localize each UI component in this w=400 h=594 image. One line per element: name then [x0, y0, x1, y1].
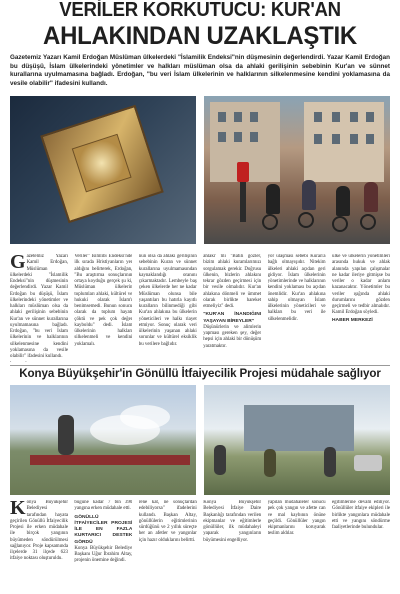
article-column-5: yor ulaşması sebebi Kuran'a bağlı olmayışıdır. Nitekim ülkeleri ahlaki açıdan geri gidiyor. İslam ülkelerinin yönetimlerinde ve halklarının kendini yoklaması bu açıdan önemlidir. Kur'an ahlakına sahip olmayan İslam ülkelerinin yöneticileri ve halkları bu veri ile silkelenmelidir.	[267, 254, 326, 322]
headline-line-1: VERİLER KORKUTUCU: KUR'AN	[59, 0, 341, 21]
firefighter-photo	[10, 385, 196, 495]
shed-building	[244, 405, 354, 451]
section2-column-3: rene kat, ne sonuçlardan edebiliyorsa" ifadelerini kullandı. Başkan Altay, gönüllülerin eğitimlerinin sürdüğünü ve 2 yıllık süreçte her an afetler ve yangınlar için hazır olduklarını belirtti.	[138, 500, 197, 543]
section-divider	[10, 365, 390, 366]
section2-column-1: K onya Büyükşehir Belediyesi tarafından hayata geçirilen Gönüllü İtfaiyecilik Projesi ile erken müdahale ile birçok yangının büyümeden söndürülmesi sağlanıyor. Proje kapsamında ilçelerde 31 ilçede 623 itfaiye noktası oluşturuldu.	[10, 500, 68, 562]
street-photo	[204, 96, 390, 244]
article-column-3: nun olsa da ahlaki gerilişinin sebebinin Kuran ve sünnet kurallarına uyulmamasından kaynaklandığı oranını çıkarmaktadır. Lembeyle baş çeken ülkelerde her ne kadar Müslüman olunsa bile yaşantıları bu hatırla kayıtlı kuralların bilinmediği gibi Kur'an ahlakına bu ülkelerin yöneticileri ve halkı riayet etmiyor. Sonuç olarak veri ülkelerinin yaşanan ahlaki sorunlar ve kültürel eksiklik bu verilere bağlıdır.	[138, 254, 197, 347]
section2-columns	[10, 500, 390, 594]
fire-truck-stripe	[30, 455, 190, 465]
section-title: Konya Büyükşehir'in Gönüllü İtfaiyecilik Projesi müdahale sağlıyor	[19, 367, 381, 380]
article-column-1: G azetemiz Yazarı Kamil Erdoğan, Müslüman ülkelerdeki "İslamilik Endeksi"nin düşmesinin değerlendirdi. Yazar Kamil Erdoğan bu düşüşü, İslam ülkelerindeki yönetimler ve halkları müslüman olsa da ahlaki gerilişinin sebebinin Kur'an ve sünnet kurallarına uyulmamasına bağladı. Erdoğan, "bu veri İslam ülkelerinin ve halklarının silkelenmesine kendini yoklamasına da vesile olabilir" ifadesini kullandı.	[10, 254, 68, 359]
volunteers-photo	[204, 385, 390, 495]
building-right	[304, 102, 384, 182]
section2-column-6: eğitimlerine devam ediliyor. Gönüllüler itfaiye ekipleri ile birlikte yangınlara müdahale etti ve yangını söndürme faaliyetlerinde bulundular.	[332, 500, 390, 530]
section2-column-4: Konya Büyükşehir Belediyesi İtfaiye Daire Başkanlığı tarafından verilen ekipmanlar ve eğitimlerle gönüllüler, ilk müdahaleyi yaparak yangınların büyümesini engelliyor.	[203, 500, 262, 543]
traffic-light	[240, 162, 246, 222]
quran-book-image	[40, 105, 164, 223]
section2-column-2: bugüne kadar 7 bin 390 yangına erken müdahale etti. GÖNÜLLÜ İTFAİYECİLER PROJESİ İLE EN FAZLA KURTARICI DESTEK GÖRDÜ Konya Büyükşehir Belediye Başkanı Uğur İbrahim Altay, projenin önemine değindi.	[74, 500, 133, 564]
section2-column-5: yapılan müdahaleler sonucu pek çok yangın ve afette can ve mal kaybının önüne geçildi. Gönüllüler yangın ekipmanlarını koruyarak teslim aldılar.	[267, 500, 326, 537]
article-column-6: ülke ve ülkelerin yönetimleri arasında hukuk ve ahlak alanında yapılan çalışmalar ne kadar ileriye gitmişse bu veriler o kadar anlam kazanacaktır. Yönetimler bu veriler ışığında ahlaki durumlarını gözden geçirmeli ve tedbir almalıdır. Kamil Erdoğan söyledi. HABER MERKEZİ	[332, 254, 390, 323]
firefighter-figure	[58, 415, 74, 455]
article-column-2: Veriler" Isimlibi Endeksi'nde ilk sırada Hristiyanların yer aldığını belirterek, Erdoğan, "Bu araştırma sonuçlarının ortaya koyduğu gerçek şu ki, Müslüman ülkelerin toplumları ahlaki, kültürel ve hukuki olarak İslam'ı benimsemedi. Bunun sonucu olarak da toplum hayatı çöktü ve pek çok değer kayboldu" dedi. İslam ülkelerinin halkları silkelenmeli ve kendini yoklamalı.	[74, 254, 133, 347]
article-columns	[10, 254, 390, 362]
lead-paragraph: Gazetemiz Yazarı Kamil Erdoğan Müslüman ülkelerdeki "İslamilik Endeksi"nin düşmesinin değerlendirdi. Yazar Kamil Erdoğan bu düşüşü, İslam ülkelerindeki yönetimler ve halkları müslüman olsa da ahlaki gerilişinin sebebinin Kur'an ve sünnet kurallarına uyulmamasına bağladı. Erdoğan, "bu veri İslam ülkelerinin ve halklarının silkelenmesine kendini yoklamasına da vesile olabilir" ifadesini kullandı.	[10, 54, 390, 87]
headline	[6, 0, 394, 50]
quran-photo	[10, 96, 196, 244]
article-column-4: ahlaki' mi "Batılı gözler, bizim ahlaki kuramlarımızı sorgulamak gerekir. Doğrusu ülkenin, bizlerin ahlakını tekrar gözden geçirmesi için bir vesile olmalıdır. Kur'an ahlakına dönmeli ve ümmet olarak birlikte hareket etmeliyiz" dedi. "KUR'AN İNANDIĞINI YAŞAYAN BİREYLER" Düşünürlerin ve alimlerin yapması gereken şey, değer hepsi için ahlaki bir dönüşüm yaratmaktır.	[203, 254, 262, 349]
headline-line-2: AHLAKINDAN UZAKLAŞTIK	[43, 22, 357, 50]
